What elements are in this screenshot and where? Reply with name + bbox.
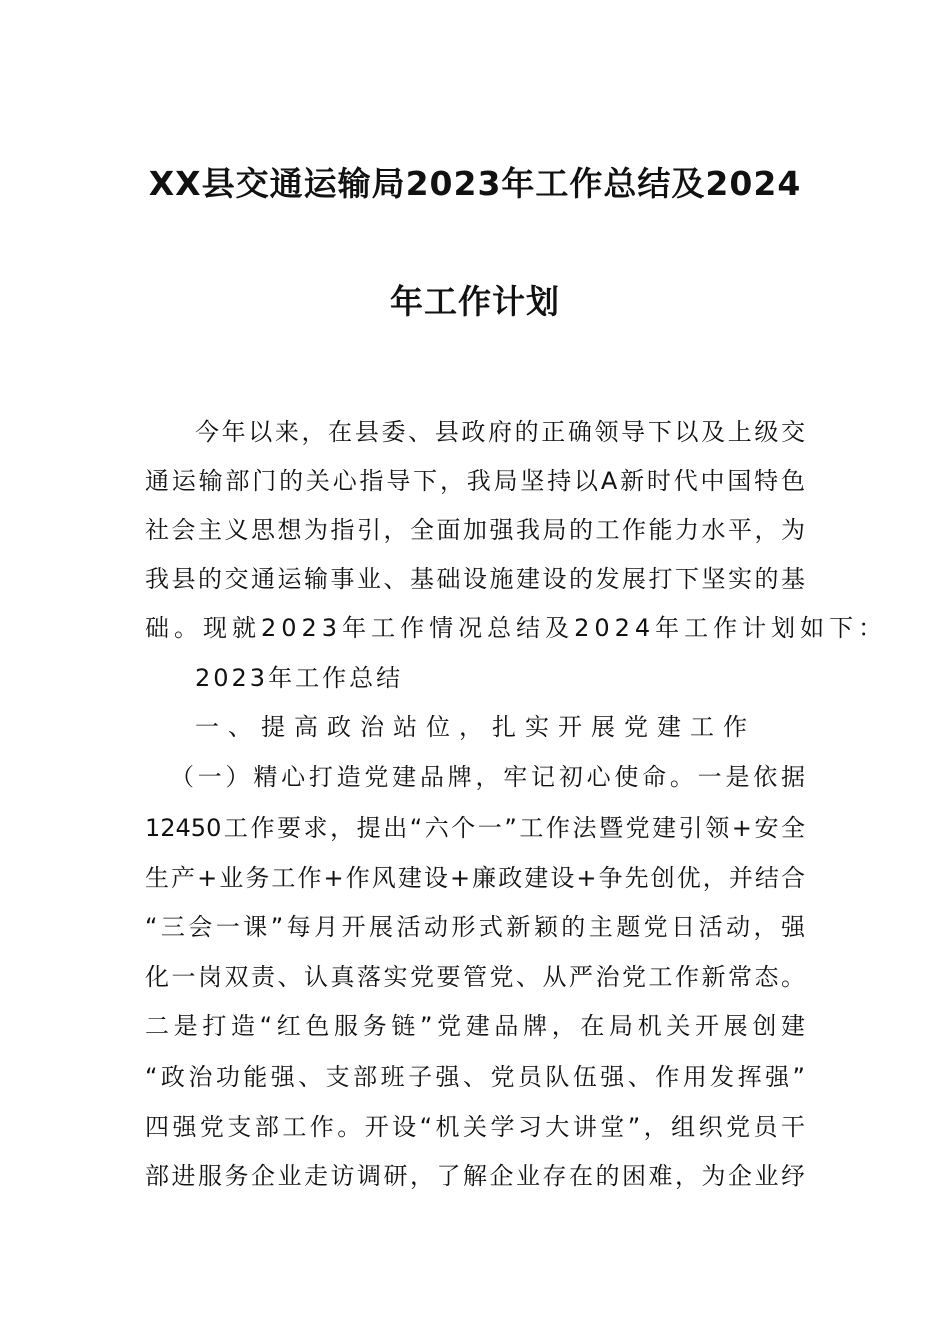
intro-line: 础。现就2023年工作情况总结及2024年工作计划如下： xyxy=(145,614,888,642)
intro-line: 我县的交通运输事业、基础设施建设的发展打下坚实的基 xyxy=(145,565,805,593)
body-line: 二是打造“红色服务链”党建品牌，在局机关开展创建 xyxy=(145,1012,805,1040)
document-title-line-2: 年工作计划 xyxy=(390,282,560,321)
section-heading: 2023年工作总结 xyxy=(195,664,404,692)
body-line: （一）精心打造党建品牌，牢记初心使命。一是依据 xyxy=(170,763,805,791)
body-line: “政治功能强、支部班子强、党员队伍强、作用发挥强” xyxy=(145,1063,805,1091)
intro-line: 社会主义思想为指引，全面加强我局的工作能力水平，为 xyxy=(145,516,805,544)
intro-line: 通运输部门的关心指导下，我局坚持以A新时代中国特色 xyxy=(145,467,805,495)
body-line: 12450工作要求，提出“六个一”工作法暨党建引领+安全 xyxy=(145,814,805,842)
body-line: 化一岗双责、认真落实党要管党、从严治党工作新常态。 xyxy=(145,963,805,991)
body-line: 四强党支部工作。开设“机关学习大讲堂”，组织党员干 xyxy=(145,1113,805,1141)
intro-line: 今年以来，在县委、县政府的正确领导下以及上级交 xyxy=(195,418,805,446)
body-line: 生产+业务工作+作风建设+廉政建设+争先创优，并结合 xyxy=(145,864,805,892)
subheading: 一、提高政治站位，扎实开展党建工作 xyxy=(195,713,756,741)
body-line: “三会一课”每月开展活动形式新颖的主题党日活动，强 xyxy=(145,913,805,941)
body-line: 部进服务企业走访调研，了解企业存在的困难，为企业纾 xyxy=(145,1162,805,1190)
document-title-line-1: XX县交通运输局2023年工作总结及2024 xyxy=(148,164,802,203)
